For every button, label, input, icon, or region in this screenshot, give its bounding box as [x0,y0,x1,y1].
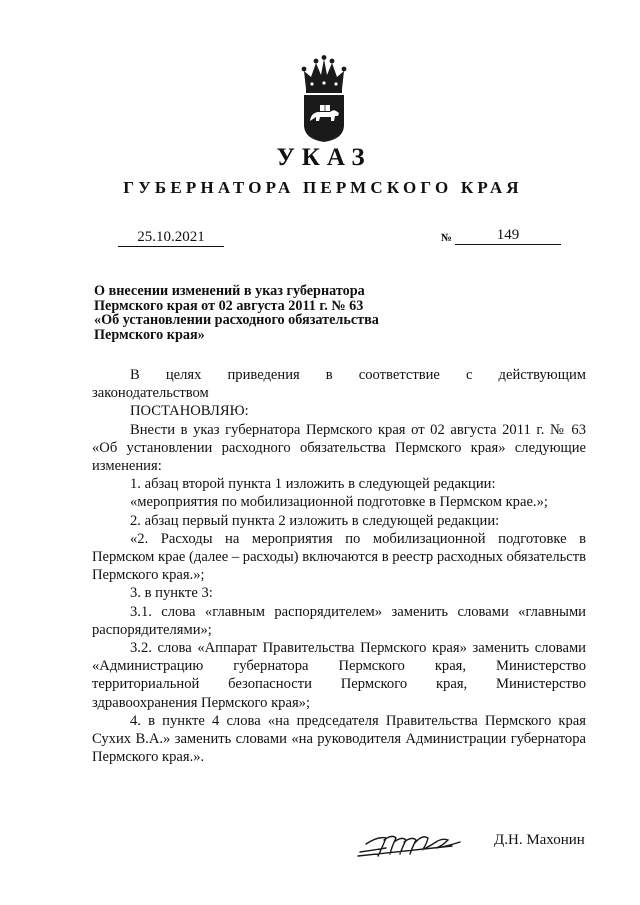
document-subtitle: ГУБЕРНАТОРА ПЕРМСКОГО КРАЯ [123,178,523,197]
body-paragraph: В целях приведения в соответствие с действующим [130,367,586,383]
body-paragraph: законодательством [92,385,209,402]
resolution-word: ПОСТАНОВЛЯЮ: [130,403,249,420]
body-paragraph: 3.1. слова «главным распорядителем» заменить словами «главными распорядителями»; [92,603,586,638]
heading-line: Пермского края от 02 августа 2011 г. № 63 [94,297,364,314]
body-paragraph: «мероприятия по мобилизационной подготовке в Пермском крае.»; [130,494,548,511]
body-paragraph: 1. абзац второй пункта 1 изложить в следующей редакции: [130,476,496,493]
heading-line: О внесении изменений в указ губернатора [94,283,365,299]
number-label: № [441,232,453,244]
handwritten-signature-icon [356,826,468,862]
decree-number: 149 [455,227,561,245]
signer-name: Д.Н. Махонин [494,832,585,848]
body-paragraph: 4. в пункте 4 слова «на председателя Правительства Пермского края Сухих В.А.» заменить словами «на руководителя Администрации губернатора Пермского края.». [92,712,586,766]
body-paragraph: Внести в указ губернатора Пермского края от 02 августа 2011 г. № 63 «Об установлении расходного обязательства Пермского края» следующие изменения: [92,421,586,475]
perm-krai-coat-of-arms-icon [298,55,350,143]
decree-date: 25.10.2021 [118,229,224,247]
body-paragraph: 2. абзац первый пункта 2 изложить в следующей редакции: [130,512,500,529]
decree-heading [94,284,434,342]
decree-body [92,366,586,766]
body-paragraph: 3. в пункте 3: [130,585,213,602]
document-title: УКАЗ [276,144,372,171]
heading-line: «Об установлении расходного обязательства [94,312,379,328]
body-paragraph: 3.2. слова «Аппарат Правительства Пермского края» заменить словами «Администрацию губернатора Пермского края, Министерство территориальной безопасности Пермского края, Министерство здравоохранения Пермского края»; [92,640,586,711]
heading-line: Пермского края» [94,326,205,343]
body-paragraph: «2. Расходы на мероприятия по мобилизационной подготовке в Пермском крае (далее – расходы) включаются в реестр расходных обязательств Пермского края.»; [92,530,586,584]
